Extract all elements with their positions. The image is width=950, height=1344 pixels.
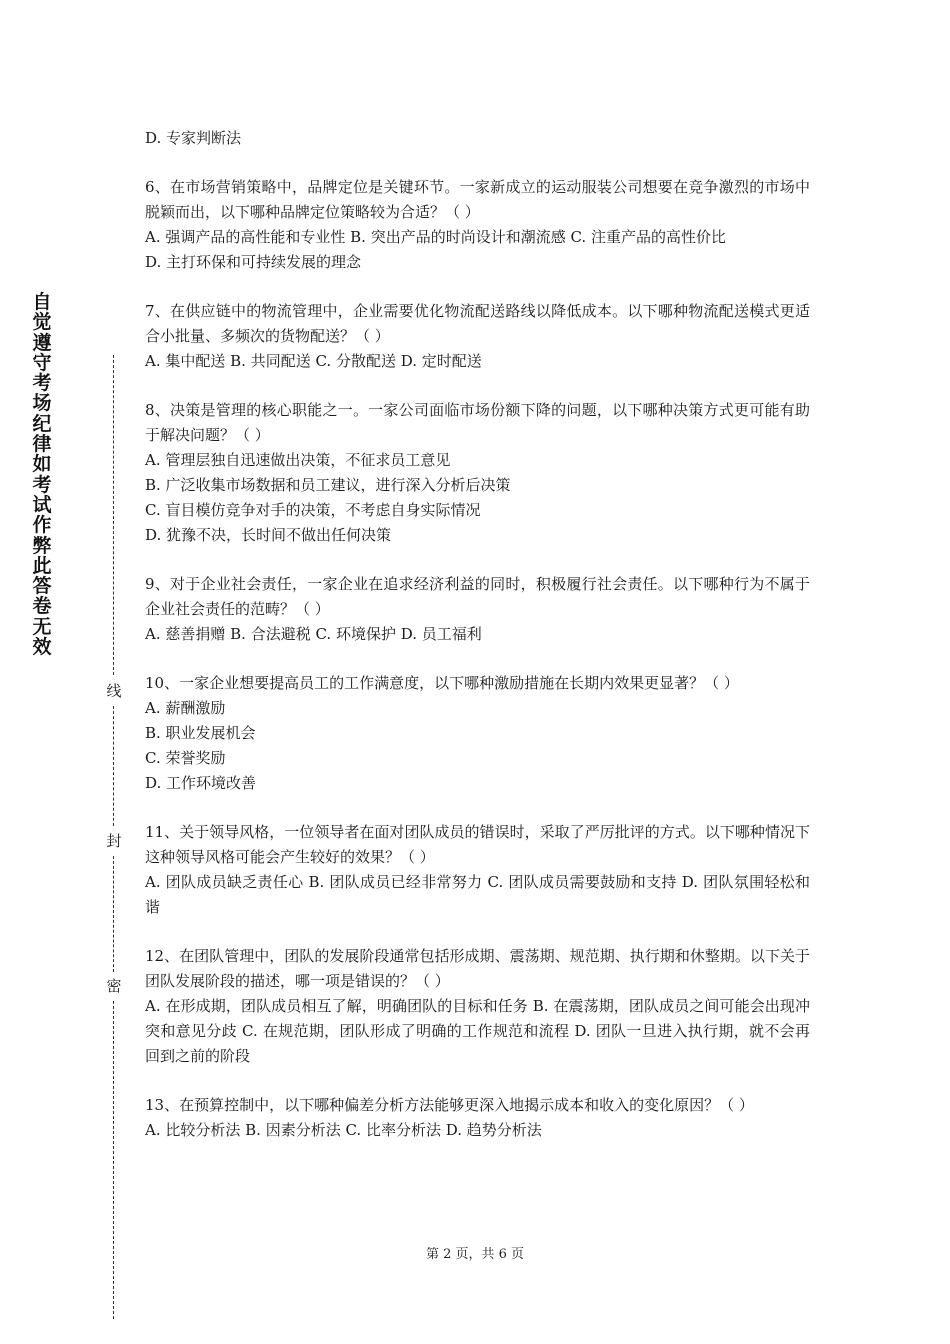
option-line: A. 强调产品的高性能和专业性 B. 突出产品的时尚设计和潮流感 C. 注重产品的高性价比: [145, 228, 726, 246]
binding-label-secret: 密: [104, 975, 124, 996]
question-5-tail: [145, 126, 810, 151]
option-line: D. 专家判断法: [145, 129, 242, 147]
question-stem: 9、对于企业社会责任，一家企业在追求经济利益的同时，积极履行社会责任。以下哪种行为不属于企业社会责任的范畴？（ ）: [145, 575, 810, 618]
option-line: A. 薪酬激励: [145, 699, 226, 717]
binding-dashed-line: [113, 706, 114, 826]
question-8: [145, 398, 810, 548]
question-stem: 12、在团队管理中，团队的发展阶段通常包括形成期、震荡期、规范期、执行期和休整期。以下关于团队发展阶段的描述，哪一项是错误的？（ ）: [145, 947, 810, 990]
question-9: [145, 572, 810, 647]
option-line: A. 管理层独自迅速做出决策，不征求员工意见: [145, 451, 451, 469]
question-stem: 7、在供应链中的物流管理中，企业需要优化物流配送路线以降低成本。以下哪种物流配送模式更适合小批量、多频次的货物配送？（ ）: [145, 302, 810, 345]
option-line: A. 集中配送 B. 共同配送 C. 分散配送 D. 定时配送: [145, 352, 482, 370]
option-line: C. 荣誉奖励: [145, 749, 226, 767]
question-13: [145, 1093, 810, 1143]
option-line: B. 职业发展机会: [145, 724, 256, 742]
option-line: D. 犹豫不决，长时间不做出任何决策: [145, 526, 392, 544]
question-stem: 13、在预算控制中，以下哪种偏差分析方法能够更深入地揭示成本和收入的变化原因？（ ）: [145, 1096, 754, 1114]
question-7: [145, 299, 810, 374]
question-10: [145, 671, 810, 796]
binding-dashed-line: [113, 355, 114, 675]
question-stem: 8、决策是管理的核心职能之一。一家公司面临市场份额下降的问题，以下哪种决策方式更可能有助于解决问题？（ ）: [145, 401, 810, 444]
option-line: A. 比较分析法 B. 因素分析法 C. 比率分析法 D. 趋势分析法: [145, 1121, 542, 1139]
exam-integrity-notice: 自觉遵守考场纪律如考试作弊此答卷无效: [32, 291, 52, 659]
question-stem: 6、在市场营销策略中，品牌定位是关键环节。一家新成立的运动服装公司想要在竞争激烈的市场中脱颖而出，以下哪种品牌定位策略较为合适？（ ）: [145, 178, 810, 221]
option-line: D. 工作环境改善: [145, 774, 257, 792]
option-line: A. 慈善捐赠 B. 合法避税 C. 环境保护 D. 员工福利: [145, 625, 482, 643]
option-line: D. 主打环保和可持续发展的理念: [145, 253, 362, 271]
binding-label-line: 线: [104, 680, 124, 701]
question-list: [145, 126, 810, 1143]
option-line: C. 盲目模仿竞争对手的决策，不考虑自身实际情况: [145, 501, 481, 519]
question-stem: 11、关于领导风格，一位领导者在面对团队成员的错误时，采取了严厉批评的方式。以下哪种情况下这种领导风格可能会产生较好的效果？（ ）: [145, 823, 810, 866]
binding-dashed-line: [113, 1001, 114, 1319]
binding-dashed-line: [113, 856, 114, 972]
binding-label-seal: 封: [104, 830, 124, 851]
question-11: [145, 820, 810, 920]
option-line: A. 在形成期，团队成员相互了解，明确团队的目标和任务 B. 在震荡期，团队成员之间可能会出现冲突和意见分歧 C. 在规范期，团队形成了明确的工作规范和流程 D. 团队一旦进入执行期，就不会再回到之前的阶段: [145, 997, 810, 1065]
question-stem: 10、一家企业想要提高员工的工作满意度，以下哪种激励措施在长期内效果更显著？（ ）: [145, 674, 739, 692]
option-line: B. 广泛收集市场数据和员工建议，进行深入分析后决策: [145, 476, 511, 494]
page-number: 第 2 页，共 6 页: [425, 1247, 525, 1262]
question-6: [145, 175, 810, 275]
question-12: [145, 944, 810, 1069]
option-line: A. 团队成员缺乏责任心 B. 团队成员已经非常努力 C. 团队成员需要鼓励和支持 D. 团队氛围轻松和谐: [145, 873, 810, 916]
